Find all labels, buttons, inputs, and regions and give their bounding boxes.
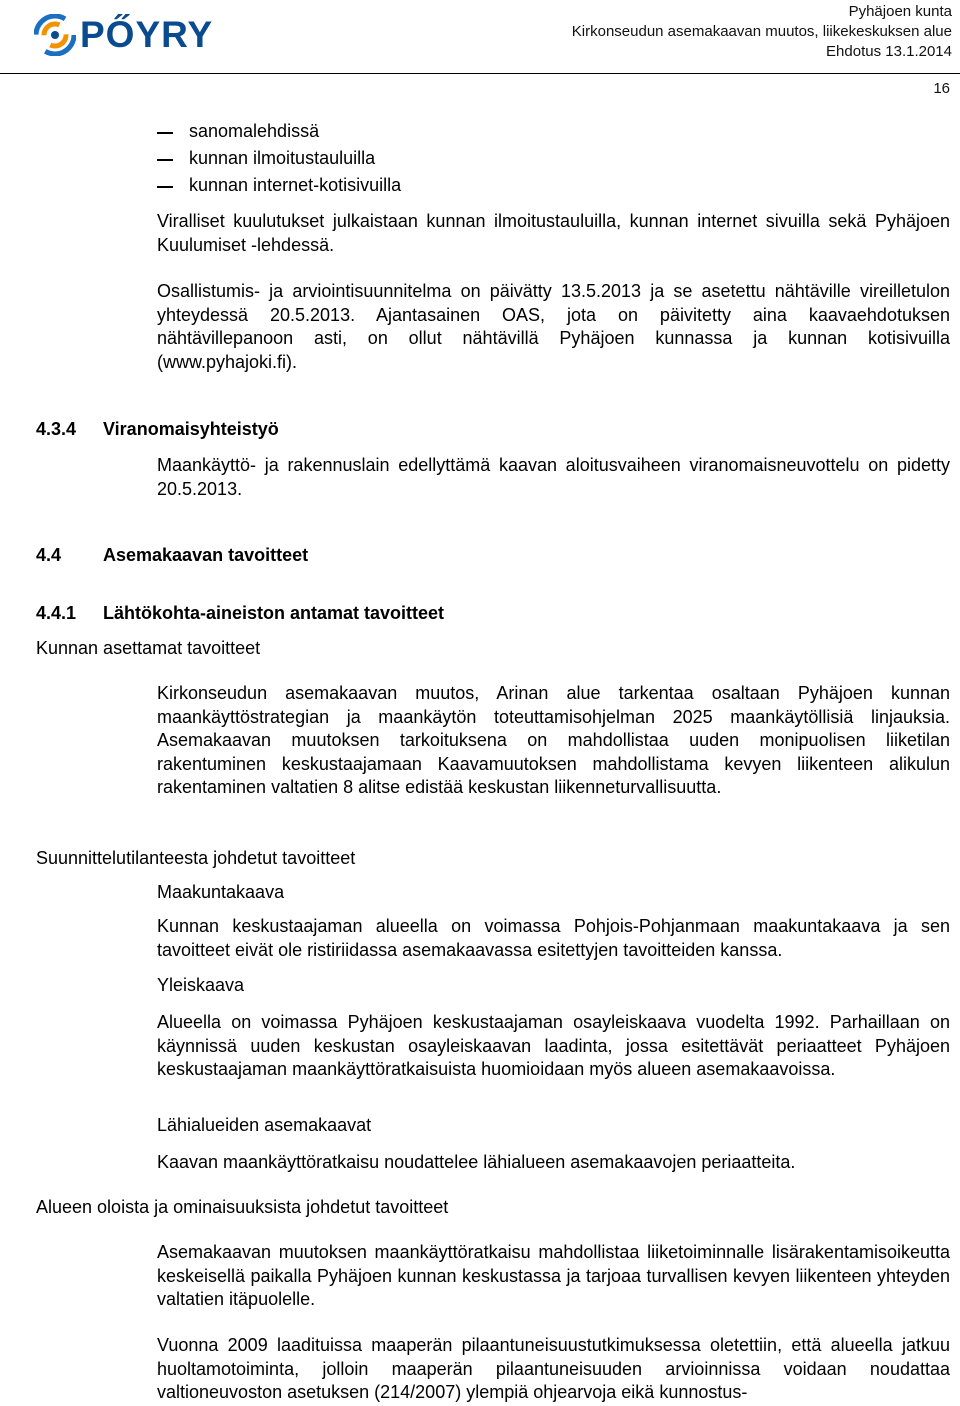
page-number: 16 bbox=[933, 80, 950, 97]
paragraph-oas: Osallistumis- ja arviointisuunnitelma on päivätty 13.5.2013 ja se asetettu nähtäville vireilletulon yhteydessä 20.5.2013. Ajantasainen OAS, jota on päivitetty aina kaavaehdotuksen nähtävillepanoon asti, on ollut nähtävillä Pyhäjoen kunnassa ja kunnan kotisivuilla (www.pyhajoki.fi). bbox=[157, 281, 950, 372]
logo-wordmark: PŐYRY bbox=[80, 14, 214, 55]
list-item-text: sanomalehdissä bbox=[189, 121, 320, 141]
dash-bullet-icon bbox=[157, 132, 173, 134]
heading-number: 4.3.4 bbox=[36, 419, 77, 439]
page-header bbox=[0, 0, 960, 76]
subheading-regional-plan: Maakuntakaava bbox=[157, 882, 285, 902]
paragraph-soil-study: Vuonna 2009 laadituissa maaperän pilaantuneisuustutkimuksessa oletettiin, että alueella jatkuu huoltamotoiminta, jolloin maaperän pilaantuneisuuden arvioinnissa voidaan noudattaa valtioneuvoston asetuksen (214/2007) ylempiä ohjearvoja eikä kunnostus- bbox=[157, 1335, 950, 1402]
subheading-nearby-plans: Lähialueiden asemakaavat bbox=[157, 1115, 372, 1135]
subheading-master-plan: Yleiskaava bbox=[157, 975, 245, 995]
paragraph-nearby-plans: Kaavan maankäyttöratkaisu noudattelee lähialueen asemakaavojen periaatteita. bbox=[157, 1152, 796, 1172]
heading-text: Viranomaisyhteistyö bbox=[103, 419, 279, 439]
paragraph-municipal-goals: Kirkonseudun asemakaavan muutos, Arinan alue tarkentaa osaltaan Pyhäjoen kunnan maankäyttöstrategian ja maankäytön toteuttamisohjelman 2025 maankäytöllisiä linjauksia. Asemakaavan muutoksen tarkoituksena on mahdollistaa uuden monipuolisen liiketilan rakentuminen keskustaajamaan Kaavamuutoksen mahdollistama kevyen liikenteen alikulun rakentaminen valtatien 8 alitse edistää keskustan liikenneturvallisuutta. bbox=[157, 683, 950, 797]
paragraph-area-goals: Asemakaavan muutoksen maankäyttöratkaisu mahdollistaa liiketoiminnalle lisärakentamisoikeutta keskeisellä paikalla Pyhäjoen kunnan keskustassa ja tarjoaa turvallisen kevyen liikenteen yhteyden valtatien itäpuolelle. bbox=[157, 1242, 950, 1309]
paragraph-master-plan: Alueella on voimassa Pyhäjoen keskustaajaman osayleiskaava vuodelta 1992. Parhaillaan on käynnissä uuden keskustan osayleiskaavan laadinta, jossa esitettävät periaatteet Pyhäjoen keskustaajaman maankäyttöratkaisuista huomioidaan myös alueen asemakaavoissa. bbox=[157, 1012, 950, 1079]
list-item-text: kunnan ilmoitustauluilla bbox=[189, 148, 376, 168]
subheading-planning-goals: Suunnittelutilanteesta johdetut tavoitteet bbox=[36, 848, 356, 868]
paragraph-announcements: Viralliset kuulutukset julkaistaan kunnan ilmoitustauluilla, kunnan internet sivuilla sekä Pyhäjoen Kuulumiset -lehdessä. bbox=[157, 211, 950, 255]
heading-number: 4.4 bbox=[36, 545, 62, 565]
heading-text: Asemakaavan tavoitteet bbox=[103, 545, 309, 565]
subheading-municipal-goals: Kunnan asettamat tavoitteet bbox=[36, 638, 261, 658]
draft-date: Ehdotus 13.1.2014 bbox=[826, 43, 952, 60]
poyry-logo-swirl-icon bbox=[34, 14, 76, 56]
dash-bullet-icon bbox=[157, 186, 173, 188]
list-item-text: kunnan internet-kotisivuilla bbox=[189, 175, 402, 195]
paragraph-authority-meeting: Maankäyttö- ja rakennuslain edellyttämä kaavan aloitusvaiheen viranomaisneuvottelu on pidetty 20.5.2013. bbox=[157, 455, 950, 499]
subheading-area-goals: Alueen oloista ja ominaisuuksista johdetut tavoitteet bbox=[36, 1197, 449, 1217]
poyry-logo bbox=[34, 14, 234, 56]
plan-title: Kirkonseudun asemakaavan muutos, liikekeskuksen alue bbox=[571, 23, 952, 40]
header-divider bbox=[0, 73, 960, 74]
paragraph-regional-plan: Kunnan keskustaajaman alueella on voimassa Pohjois-Pohjanmaan maakuntakaava ja sen tavoitteet eivät ole ristiriidassa asemakaavassa esitettyjen tavoitteiden kanssa. bbox=[157, 916, 950, 960]
heading-number: 4.4.1 bbox=[36, 603, 77, 623]
municipality-name: Pyhäjoen kunta bbox=[848, 3, 952, 20]
header-info bbox=[572, 2, 952, 62]
dash-bullet-icon bbox=[157, 159, 173, 161]
heading-text: Lähtökohta-aineiston antamat tavoitteet bbox=[103, 603, 445, 623]
